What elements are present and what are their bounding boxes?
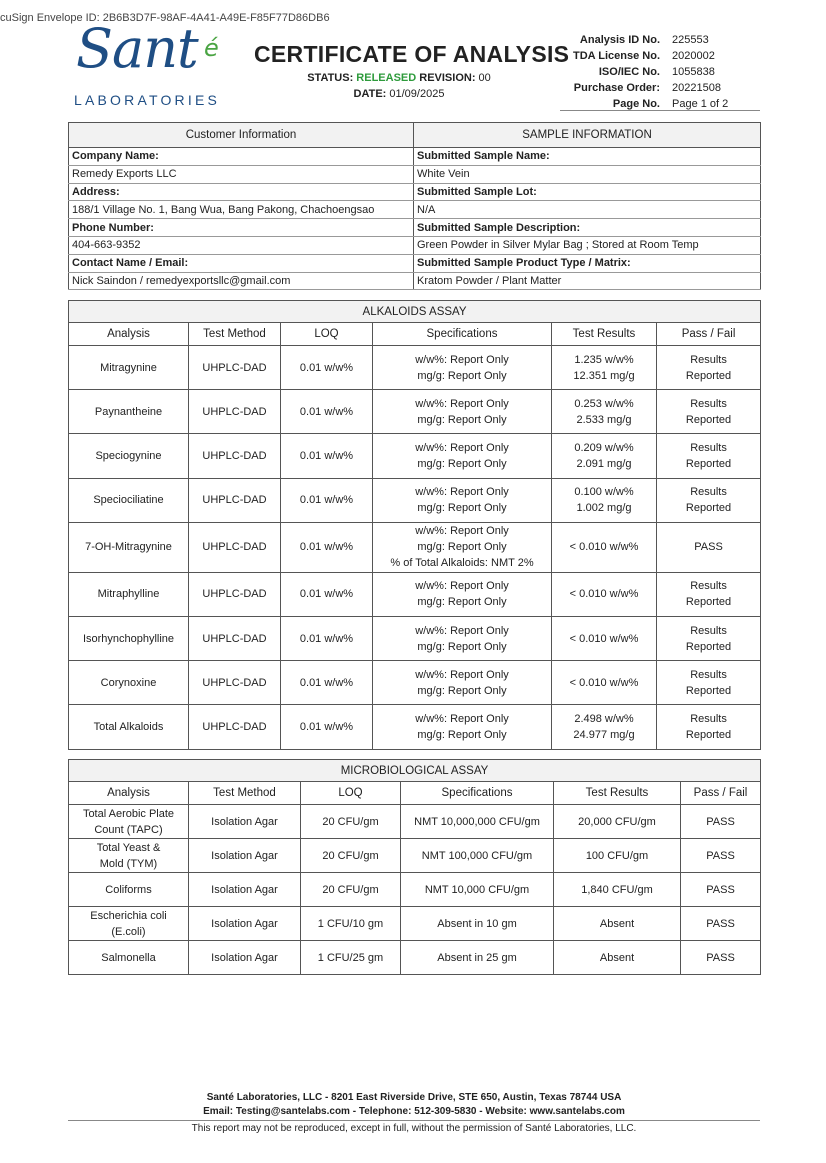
method-cell: UHPLC-DAD [189,705,281,749]
cell-line: w/w%: Report Only [415,525,509,538]
sample-field: Submitted Sample Lot: [414,183,761,201]
customer-row [69,236,761,254]
cell-line: Reported [685,457,732,470]
customer-row [69,254,761,272]
table-row [69,839,761,873]
spec-cell: NMT 100,000 CFU/gm [401,839,554,873]
pass-fail-cell [657,705,761,749]
pass-fail-cell [657,390,761,434]
customer-field: Phone Number: [69,219,414,237]
cell-line: Results [690,580,727,593]
envelope-id: cuSign Envelope ID: 2B6B3D7F-98AF-4A41-A49E-F85F77D86DB6 [0,12,330,24]
customer-field: Remedy Exports LLC [69,165,414,183]
cell-line: w/w%: Report Only [415,668,509,681]
result-cell [552,572,657,616]
method-cell: UHPLC-DAD [189,478,281,522]
revision-label: REVISION: [416,72,479,84]
cell-line: < 0.010 w/w% [569,541,639,554]
loq-cell: 1 CFU/25 gm [301,941,401,975]
method-cell: UHPLC-DAD [189,572,281,616]
table-row [69,346,761,390]
cell-line: mg/g: Report Only [417,596,507,609]
customer-sample-table [68,122,761,290]
cell-line: Results [690,397,727,410]
table-row [69,873,761,907]
logo-wordmark: Sant [76,17,198,80]
cell-line: 24.977 mg/g [573,728,635,741]
loq-cell: 0.01 w/w% [281,346,373,390]
sample-field: Submitted Sample Name: [414,148,761,166]
customer-row [69,201,761,219]
sample-field: Green Powder in Silver Mylar Bag ; Stored at Room Temp [414,236,761,254]
column-header: Test Results [552,323,657,346]
column-header: LOQ [281,323,373,346]
meta-row [560,32,760,48]
result-cell: Absent [554,907,681,941]
pass-fail-cell: PASS [681,839,761,873]
loq-cell: 0.01 w/w% [281,434,373,478]
spec-cell [373,661,552,705]
column-header: Analysis [69,323,189,346]
cell-line: < 0.010 w/w% [569,676,639,689]
customer-field: Company Name: [69,148,414,166]
date-line [254,88,544,100]
analysis-cell: Corynoxine [69,661,189,705]
analysis-cell [69,941,189,975]
cell-line: mg/g: Report Only [417,369,507,382]
meta-value: 1055838 [672,66,715,78]
method-cell: UHPLC-DAD [189,390,281,434]
cell-line: mg/g: Report Only [417,640,507,653]
method-cell: UHPLC-DAD [189,661,281,705]
result-cell [552,616,657,660]
analysis-cell: Total Alkaloids [69,705,189,749]
cell-line: 12.351 mg/g [573,369,635,382]
analysis-cell: Isorhynchophylline [69,616,189,660]
analysis-cell [69,873,189,907]
pass-fail-cell [657,616,761,660]
cell-line: Total Yeast & [96,841,161,854]
loq-cell: 0.01 w/w% [281,572,373,616]
spec-cell [373,572,552,616]
cell-line: mg/g: Report Only [417,728,507,741]
column-header: Test Method [189,782,301,805]
customer-field: Contact Name / Email: [69,254,414,272]
document-meta [560,32,760,112]
cell-line: Results [690,486,727,499]
cell-line: mg/g: Report Only [417,502,507,515]
method-cell: Isolation Agar [189,907,301,941]
cell-line: mg/g: Report Only [417,541,507,554]
customer-field: 188/1 Village No. 1, Bang Wua, Bang Pakong, Chachoengsao [69,201,414,219]
cell-line: Total Aerobic Plate [82,807,175,820]
micro-assay-table [68,759,761,975]
table-row [69,522,761,572]
cell-line: < 0.010 w/w% [569,588,639,601]
customer-row [69,165,761,183]
cell-line: 1.235 w/w% [574,353,634,366]
spec-cell [373,522,552,572]
meta-label: Page No. [612,98,660,110]
method-cell: UHPLC-DAD [189,434,281,478]
cell-line: 0.253 w/w% [574,397,634,410]
loq-cell: 0.01 w/w% [281,661,373,705]
sample-info-header: SAMPLE INFORMATION [414,123,761,148]
table-row [69,661,761,705]
cell-line: w/w%: Report Only [415,580,509,593]
customer-field: Address: [69,183,414,201]
revision-value: 00 [478,72,491,84]
cell-line: 2.533 mg/g [576,413,632,426]
cell-line: Results [690,712,727,725]
method-cell: Isolation Agar [189,873,301,907]
table-row [69,705,761,749]
table-row [69,907,761,941]
customer-field: Nick Saindon / remedyexportsllc@gmail.com [69,272,414,290]
column-header: Specifications [373,323,552,346]
table-row [69,805,761,839]
column-header: Pass / Fail [681,782,761,805]
loq-cell: 0.01 w/w% [281,616,373,660]
footer-contact: Email: Testing@santelabs.com - Telephone: 512-309-5830 - Website: www.santelabs.com [203,1106,625,1117]
result-cell [552,522,657,572]
result-cell [552,390,657,434]
cell-line: w/w%: Report Only [415,624,509,637]
meta-value: 2020002 [672,50,715,62]
pass-fail-cell: PASS [681,873,761,907]
pass-fail-cell: PASS [681,907,761,941]
cell-line: w/w%: Report Only [415,397,509,410]
loq-cell: 0.01 w/w% [281,522,373,572]
result-cell [552,661,657,705]
cell-line: PASS [694,541,723,554]
spec-cell [373,705,552,749]
loq-cell: 20 CFU/gm [301,839,401,873]
method-cell: UHPLC-DAD [189,616,281,660]
customer-row [69,183,761,201]
cell-line: Results [690,624,727,637]
method-cell: Isolation Agar [189,941,301,975]
pass-fail-cell [657,522,761,572]
cell-line: Coliforms [105,883,152,896]
cell-line: Reported [685,684,732,697]
status-value: RELEASED [356,72,417,84]
sample-field: White Vein [414,165,761,183]
cell-line: Reported [685,728,732,741]
loq-cell: 20 CFU/gm [301,805,401,839]
result-cell: 1,840 CFU/gm [554,873,681,907]
alkaloids-assay-table [68,300,761,750]
cell-line: 1.002 mg/g [576,502,632,515]
meta-divider [560,110,760,111]
table-row [69,434,761,478]
cell-line: mg/g: Report Only [417,413,507,426]
customer-row [69,272,761,290]
customer-info-header: Customer Information [69,123,414,148]
spec-cell [373,346,552,390]
loq-cell: 20 CFU/gm [301,873,401,907]
cell-line: < 0.010 w/w% [569,632,639,645]
method-cell: Isolation Agar [189,805,301,839]
result-cell: 20,000 CFU/gm [554,805,681,839]
result-cell [552,478,657,522]
result-cell [552,705,657,749]
footer-divider [68,1120,760,1121]
method-cell: UHPLC-DAD [189,346,281,390]
cell-line: 0.100 w/w% [574,486,634,499]
table-row [69,572,761,616]
meta-row [560,80,760,96]
spec-cell: Absent in 25 gm [401,941,554,975]
cell-line: Count (TAPC) [94,823,163,836]
table-row [69,941,761,975]
cell-line: 0.209 w/w% [574,441,634,454]
column-header: Test Method [189,323,281,346]
cell-line: Results [690,353,727,366]
result-cell: 100 CFU/gm [554,839,681,873]
analysis-cell [69,805,189,839]
pass-fail-cell [657,346,761,390]
date-value: 01/09/2025 [389,88,445,100]
sample-field: Submitted Sample Product Type / Matrix: [414,254,761,272]
meta-value: Page 1 of 2 [672,98,729,110]
spec-cell [373,390,552,434]
result-cell: Absent [554,941,681,975]
meta-label: TDA License No. [573,50,660,62]
cell-line: w/w%: Report Only [415,712,509,725]
sample-field: Kratom Powder / Plant Matter [414,272,761,290]
cell-line: Results [690,668,727,681]
loq-cell: 0.01 w/w% [281,390,373,434]
meta-value: 20221508 [672,82,721,94]
footer-address: Santé Laboratories, LLC - 8201 East Riverside Drive, STE 650, Austin, Texas 78744 USA [206,1092,622,1103]
analysis-cell [69,907,189,941]
spec-cell: Absent in 10 gm [401,907,554,941]
alkaloids-title: ALKALOIDS ASSAY [69,301,761,323]
column-header: Specifications [401,782,554,805]
spec-cell [373,616,552,660]
cell-line: Reported [685,502,732,515]
table-row [69,478,761,522]
analysis-cell: Paynantheine [69,390,189,434]
cell-line: w/w%: Report Only [415,353,509,366]
column-header: Test Results [554,782,681,805]
analysis-cell [69,839,189,873]
cell-line: Escherichia coli [90,909,167,922]
meta-label: Analysis ID No. [579,34,660,46]
pass-fail-cell [657,572,761,616]
method-cell: Isolation Agar [189,839,301,873]
meta-label: Purchase Order: [573,82,660,94]
result-cell [552,434,657,478]
spec-cell [373,434,552,478]
company-logo [72,17,232,110]
spec-cell: NMT 10,000 CFU/gm [401,873,554,907]
customer-row [69,219,761,237]
cell-line: mg/g: Report Only [417,457,507,470]
cell-line: Salmonella [101,951,156,964]
table-row [69,390,761,434]
loq-cell: 1 CFU/10 gm [301,907,401,941]
meta-value: 225553 [672,34,709,46]
column-header: Pass / Fail [657,323,761,346]
cell-line: (E.coli) [111,925,146,938]
analysis-cell: Mitragynine [69,346,189,390]
pass-fail-cell [657,478,761,522]
sample-field: N/A [414,201,761,219]
pass-fail-cell [657,661,761,705]
micro-title: MICROBIOLOGICAL ASSAY [69,760,761,782]
method-cell: UHPLC-DAD [189,522,281,572]
analysis-cell: Mitraphylline [69,572,189,616]
spec-cell [373,478,552,522]
meta-label: ISO/IEC No. [598,66,660,78]
analysis-cell: Speciociliatine [69,478,189,522]
column-header: Analysis [69,782,189,805]
status-label: STATUS: [307,72,357,84]
spec-cell: NMT 10,000,000 CFU/gm [401,805,554,839]
logo-accent: é [204,34,219,62]
footer-disclaimer: This report may not be reproduced, except in full, without the permission of Santé Laboratories, LLC. [191,1123,637,1134]
customer-field: 404-663-9352 [69,236,414,254]
cell-line: mg/g: Report Only [417,684,507,697]
cell-line: Reported [685,596,732,609]
sample-field: Submitted Sample Description: [414,219,761,237]
cell-line: w/w%: Report Only [415,486,509,499]
logo-subtitle: LABORATORIES [74,92,221,108]
date-label: DATE: [353,88,390,100]
cell-line: 2.091 mg/g [576,457,632,470]
cell-line: Results [690,441,727,454]
pass-fail-cell: PASS [681,805,761,839]
analysis-cell: 7-OH-Mitragynine [69,522,189,572]
result-cell [552,346,657,390]
column-header: LOQ [301,782,401,805]
pass-fail-cell [657,434,761,478]
cell-line: Mold (TYM) [99,857,158,870]
loq-cell: 0.01 w/w% [281,705,373,749]
cell-line: Reported [685,413,732,426]
table-row [69,616,761,660]
cell-line: w/w%: Report Only [415,441,509,454]
cell-line: Reported [685,369,732,382]
document-title: CERTIFICATE OF ANALYSIS [254,41,570,67]
pass-fail-cell: PASS [681,941,761,975]
status-line [254,72,544,84]
meta-row [560,64,760,80]
analysis-cell: Speciogynine [69,434,189,478]
cell-line: Reported [685,640,732,653]
cell-line: % of Total Alkaloids: NMT 2% [390,557,534,570]
cell-line: 2.498 w/w% [574,712,634,725]
meta-row [560,48,760,64]
customer-row [69,148,761,166]
loq-cell: 0.01 w/w% [281,478,373,522]
